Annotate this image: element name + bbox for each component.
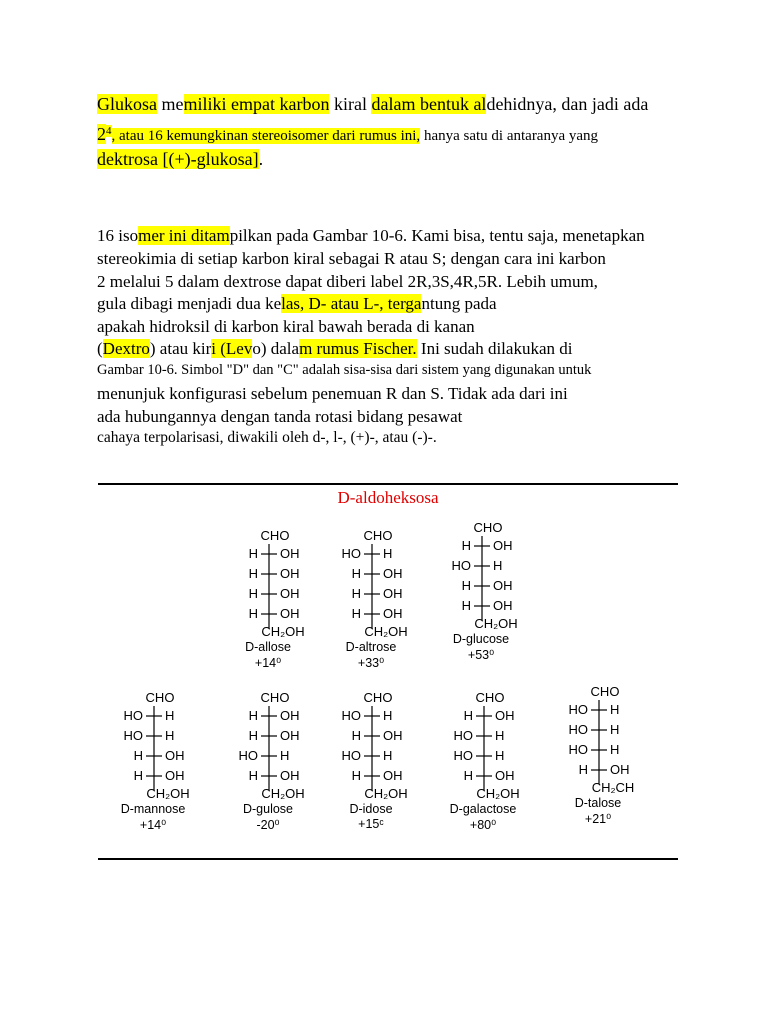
right-substituent: H [495,728,505,743]
left-substituent: HO [568,722,588,737]
bottom-group-label: CH₂CH [591,780,635,795]
paragraph-1 [97,94,717,174]
plain-text: ( [97,339,103,358]
fischer-structure [428,520,538,630]
molecule-name: D-glucose [452,632,510,646]
top-group-label: CHO [363,690,393,705]
right-substituent: OH [280,768,300,783]
left-substituent: HO [341,748,361,763]
optical-rotation: +14⁰ [254,656,282,670]
plain-text: hanya satu di antaranya yang [420,128,599,144]
left-substituent: HO [453,748,473,763]
right-substituent: OH [493,598,513,613]
right-substituent: H [383,748,393,763]
right-substituent: H [610,702,620,717]
left-substituent: H [248,566,258,581]
right-substituent: H [280,748,290,763]
fischer-structure [215,528,325,638]
right-substituent: H [495,748,505,763]
bottom-group-label: CH₂OH [261,786,305,801]
bottom-group-label: CH₂OH [364,786,408,801]
highlighted-text: m rumus Fischer. [299,339,417,358]
left-substituent: H [248,708,258,723]
right-substituent: H [383,546,393,561]
fischer-projection-d-idose [318,690,428,840]
paragraph-1-line-1 [97,94,648,115]
paragraph-2 [97,226,717,456]
left-substituent: H [133,768,143,783]
top-group-label: CHO [363,528,393,543]
paragraph-1-line-2 [97,124,598,145]
right-substituent: OH [383,606,403,621]
right-substituent: OH [495,768,515,783]
right-substituent: H [383,708,393,723]
bottom-group-label: CH₂OH [261,624,305,639]
left-substituent: HO [341,708,361,723]
bottom-group-label: CH₂OH [364,624,408,639]
left-substituent: H [461,578,471,593]
left-substituent: H [133,748,143,763]
plain-text: me [157,94,184,114]
left-substituent: HO [123,728,143,743]
left-substituent: HO [453,728,473,743]
molecule-name: D-galactose [449,802,517,816]
top-group-label: CHO [260,690,290,705]
plain-text: ) atau kir [149,339,212,358]
top-group-label: CHO [145,690,175,705]
paragraph-2-line-6 [97,339,572,359]
left-substituent: HO [568,702,588,717]
right-substituent: OH [383,728,403,743]
fischer-structure [545,684,655,794]
fischer-structure [318,528,428,638]
highlighted-text: Glukosa [97,94,157,114]
left-substituent: H [461,598,471,613]
figure-title: D-aldoheksosa [337,488,439,507]
highlighted-text: i (Lev [211,339,253,358]
optical-rotation: +21⁰ [584,812,612,826]
right-substituent: H [165,728,175,743]
highlighted-text: miliki empat karbon [183,94,330,114]
optical-rotation: +14⁰ [139,818,167,832]
plain-text: o) dala [252,339,300,358]
right-substituent: H [610,742,620,757]
molecule-name: D-gulose [242,802,294,816]
paragraph-2-line-10: cahaya terpolarisasi, diwakili oleh d-, l-, (+)-, atau (-)-. [97,429,437,446]
fischer-projection-d-gulose [215,690,325,840]
right-substituent: OH [280,546,300,561]
plain-text: gula dibagi menjadi dua ke [97,294,282,313]
paragraph-2-line-7: Gambar 10-6. Simbol "D" dan "C" adalah sisa-sisa dari sistem yang digunakan untuk [97,362,592,378]
fischer-projection-d-altrose [318,528,428,678]
plain-text: pilkan pada Gambar 10-6. Kami bisa, tentu saja, menetapkan [229,226,645,245]
plain-text: . [258,149,264,169]
fischer-projection-d-galactose [430,690,540,840]
molecule-name: D-idose [349,802,393,816]
left-substituent: H [463,768,473,783]
left-substituent: H [248,546,258,561]
plain-text: dehidnya, dan jadi ada [486,94,649,114]
paragraph-1-line-3 [97,149,263,170]
fischer-structure [215,690,325,800]
right-substituent: OH [280,566,300,581]
left-substituent: H [248,586,258,601]
top-group-label: CHO [260,528,290,543]
figure-top-rule [98,483,678,485]
left-substituent: H [578,762,588,777]
paragraph-2-line-3: 2 melalui 5 dalam dextrose dapat diberi label 2R,3S,4R,5R. Lebih umum, [97,272,598,291]
molecule-name: D-altrose [345,640,397,654]
left-substituent: H [248,728,258,743]
paragraph-2-line-5: apakah hidroksil di karbon kiral bawah berada di kanan [97,317,475,336]
bottom-group-label: CH₂OH [474,616,518,631]
right-substituent: OH [165,748,185,763]
bottom-group-label: CH₂OH [476,786,520,801]
left-substituent: H [248,768,258,783]
left-substituent: HO [238,748,258,763]
right-substituent: OH [495,708,515,723]
molecule-name: D-talose [574,796,622,810]
highlighted-text: las, D- atau L-, terga [281,294,422,313]
molecule-name: D-mannose [120,802,186,816]
right-substituent: H [610,722,620,737]
right-substituent: OH [383,768,403,783]
right-substituent: H [165,708,175,723]
plain-text: 16 iso [97,226,139,245]
left-substituent: H [351,586,361,601]
left-substituent: H [248,606,258,621]
optical-rotation: -20⁰ [256,818,280,832]
right-substituent: OH [165,768,185,783]
right-substituent: OH [280,708,300,723]
superscript: 4 [106,125,112,137]
highlighted-text: dalam bentuk al [371,94,487,114]
fischer-structure [318,690,428,800]
left-substituent: H [463,708,473,723]
right-substituent: OH [280,586,300,601]
fischer-structure [430,690,540,800]
left-substituent: H [351,566,361,581]
highlighted-text: dektrosa [(+)-glukosa] [97,149,259,169]
bottom-group-label: CH₂OH [146,786,190,801]
fischer-structure [100,690,210,800]
paragraph-2-line-8: menunjuk konfigurasi sebelum penemuan R dan S. Tidak ada dari ini [97,384,568,403]
left-substituent: HO [341,546,361,561]
left-substituent: H [351,606,361,621]
optical-rotation: +80⁰ [469,818,497,832]
top-group-label: CHO [475,690,505,705]
paragraph-2-line-2: stereokimia di setiap karbon kiral sebagai R atau S; dengan cara ini karbon [97,249,606,268]
left-substituent: H [461,538,471,553]
fischer-projection-d-mannose [100,690,210,840]
highlighted-text: Dextro [102,339,150,358]
plain-text: Ini sudah dilakukan di [416,339,573,358]
plain-text: ntung pada [421,294,497,313]
right-substituent: OH [383,566,403,581]
fischer-projection-d-allose [215,528,325,678]
left-substituent: HO [123,708,143,723]
right-substituent: OH [383,586,403,601]
left-substituent: H [351,768,361,783]
fischer-projection-d-talose [545,684,655,834]
paragraph-2-line-4 [97,294,497,314]
optical-rotation: +33⁰ [357,656,385,670]
left-substituent: HO [568,742,588,757]
left-substituent: H [351,728,361,743]
superscript-base: 2 [97,124,106,144]
plain-text: kiral [329,94,372,114]
right-substituent: H [493,558,503,573]
right-substituent: OH [280,606,300,621]
left-substituent: HO [451,558,471,573]
optical-rotation: +15ᶜ [358,817,384,831]
top-group-label: CHO [473,520,503,535]
paragraph-2-line-1 [97,226,645,246]
paragraph-2-line-9: ada hubungannya dengan tanda rotasi bidang pesawat [97,407,463,426]
highlighted-text: mer ini ditam [138,226,230,245]
top-group-label: CHO [590,684,620,699]
molecule-name: D-allose [245,640,291,654]
fischer-projection-d-glucose [428,520,538,670]
right-substituent: OH [280,728,300,743]
right-substituent: OH [493,578,513,593]
optical-rotation: +53⁰ [467,648,495,662]
figure-bottom-rule [98,858,678,860]
right-substituent: OH [610,762,630,777]
right-substituent: OH [493,538,513,553]
highlighted-text: , atau 16 kemungkinan stereoisomer dari rumus ini, [111,128,421,144]
